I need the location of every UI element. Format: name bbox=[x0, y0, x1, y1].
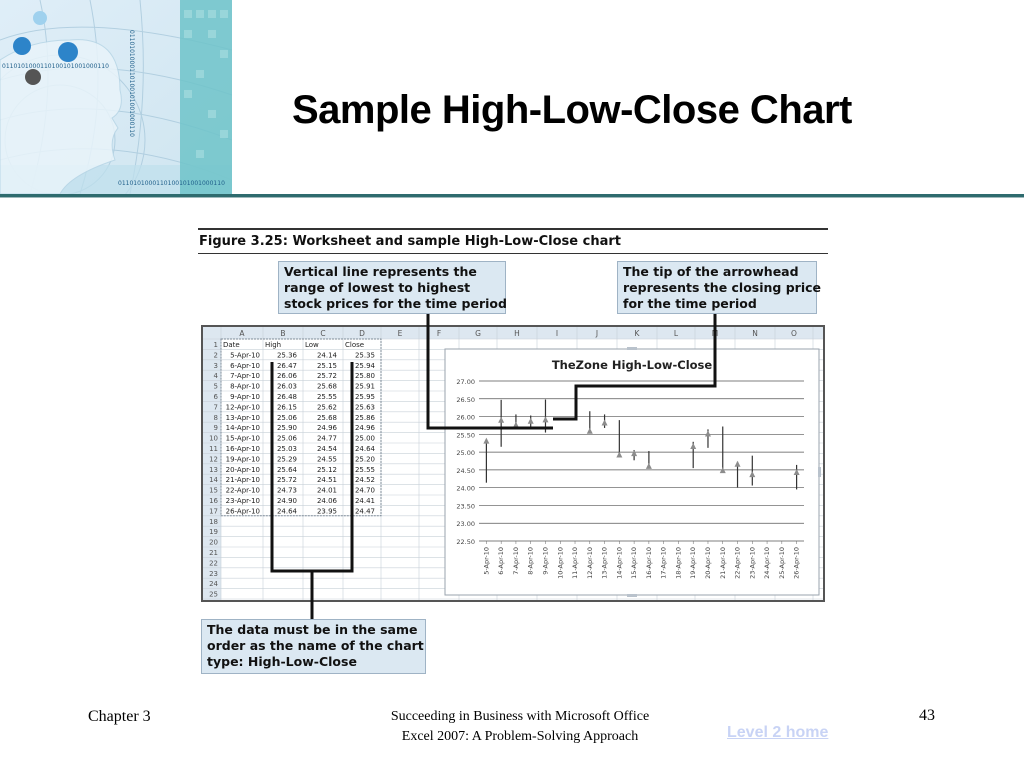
page-number: 43 bbox=[919, 707, 935, 724]
worksheet-cell-value: 25.68 bbox=[316, 413, 337, 422]
column-header-d: D bbox=[359, 329, 365, 338]
column-header-h: H bbox=[514, 329, 520, 338]
worksheet-header-cell: Close bbox=[345, 341, 365, 349]
column-header-n: N bbox=[752, 329, 758, 338]
worksheet-header-cell: High bbox=[265, 341, 282, 349]
x-tick-label: 8-Apr-10 bbox=[526, 547, 535, 575]
row-number: 22 bbox=[209, 559, 218, 568]
worksheet-cell-value: 25.36 bbox=[276, 351, 297, 360]
column-header-i: I bbox=[555, 329, 559, 338]
worksheet-cell-date: 15-Apr-10 bbox=[225, 434, 260, 443]
column-header-g: G bbox=[475, 329, 481, 338]
x-tick-label: 17-Apr-10 bbox=[659, 547, 668, 579]
y-tick-label: 22.50 bbox=[456, 538, 475, 546]
row-number: 17 bbox=[209, 507, 218, 516]
worksheet-cell-value: 25.35 bbox=[354, 351, 375, 360]
worksheet-cell-value: 25.86 bbox=[354, 413, 375, 422]
row-number: 8 bbox=[213, 413, 218, 422]
figure-caption: Figure 3.25: Worksheet and sample High-Low-Close chart bbox=[199, 234, 621, 249]
row-number: 24 bbox=[209, 580, 218, 589]
worksheet-cell-value: 24.73 bbox=[276, 486, 297, 495]
worksheet-cell-value: 24.41 bbox=[354, 497, 375, 505]
worksheet-cell-value: 25.95 bbox=[354, 393, 375, 401]
worksheet-cell-value: 25.03 bbox=[276, 445, 297, 453]
worksheet-cell-value: 26.48 bbox=[276, 393, 297, 401]
column-header-e: E bbox=[397, 329, 403, 338]
column-header-c: C bbox=[320, 329, 326, 338]
y-tick-label: 23.50 bbox=[456, 502, 475, 511]
worksheet-cell-value: 25.94 bbox=[354, 361, 375, 370]
worksheet-cell-value: 24.96 bbox=[316, 424, 337, 433]
column-header-a: A bbox=[239, 329, 245, 338]
row-number: 6 bbox=[213, 393, 218, 401]
x-tick-label: 23-Apr-10 bbox=[748, 547, 757, 579]
decor-binary-text: 0110101000110100101001000110 bbox=[2, 63, 109, 70]
figure-rule-bottom bbox=[198, 253, 828, 254]
worksheet-cell-date: 23-Apr-10 bbox=[225, 497, 260, 505]
x-tick-label: 18-Apr-10 bbox=[674, 547, 683, 579]
worksheet-cell-value: 25.55 bbox=[354, 465, 375, 474]
worksheet-cell-value: 24.55 bbox=[316, 455, 337, 464]
column-header-k: K bbox=[634, 329, 640, 338]
worksheet-cell-value: 25.68 bbox=[316, 382, 337, 391]
worksheet-cell-value: 24.47 bbox=[354, 507, 375, 516]
callout-vertical-line: Vertical line represents the range of lowest to highest stock prices for the time period bbox=[278, 261, 506, 314]
x-tick-label: 7-Apr-10 bbox=[511, 547, 520, 575]
row-number: 1 bbox=[213, 341, 218, 349]
decorative-header-image bbox=[0, 0, 232, 194]
worksheet-cell-value: 25.72 bbox=[316, 372, 337, 381]
y-tick-label: 26.00 bbox=[456, 413, 475, 422]
worksheet-cell-date: 16-Apr-10 bbox=[225, 445, 260, 453]
footer-chapter: Chapter 3 bbox=[88, 708, 151, 725]
worksheet-cell-value: 25.06 bbox=[276, 413, 297, 422]
worksheet-cell-value: 24.70 bbox=[354, 486, 375, 495]
worksheet-cell-date: 7-Apr-10 bbox=[230, 372, 260, 381]
worksheet-cell-value: 25.20 bbox=[354, 455, 375, 464]
worksheet-cell-value: 25.64 bbox=[276, 465, 297, 474]
row-number: 4 bbox=[213, 372, 218, 381]
x-tick-label: 24-Apr-10 bbox=[763, 547, 772, 579]
worksheet-cell-date: 13-Apr-10 bbox=[225, 413, 260, 422]
row-number: 11 bbox=[209, 445, 218, 453]
row-number: 5 bbox=[213, 382, 218, 391]
x-tick-label: 25-Apr-10 bbox=[777, 547, 786, 579]
worksheet-cell-value: 26.15 bbox=[276, 403, 297, 412]
column-header-b: B bbox=[280, 329, 286, 338]
worksheet-cell-value: 24.96 bbox=[354, 424, 375, 433]
column-header-j: J bbox=[595, 329, 599, 338]
x-tick-label: 11-Apr-10 bbox=[571, 547, 580, 579]
x-tick-label: 13-Apr-10 bbox=[600, 547, 609, 579]
worksheet-cell-value: 25.63 bbox=[354, 403, 375, 412]
worksheet-cell-value: 25.55 bbox=[316, 393, 337, 401]
y-tick-label: 25.00 bbox=[456, 449, 475, 458]
worksheet-cell-date: 22-Apr-10 bbox=[225, 486, 260, 495]
row-number: 18 bbox=[209, 517, 218, 526]
x-tick-label: 9-Apr-10 bbox=[541, 547, 550, 575]
worksheet-cell-value: 26.03 bbox=[276, 382, 297, 391]
row-number: 12 bbox=[209, 455, 218, 464]
worksheet-cell-date: 20-Apr-10 bbox=[225, 465, 260, 474]
worksheet-cell-value: 25.12 bbox=[316, 465, 337, 474]
worksheet-cell-value: 24.52 bbox=[354, 476, 375, 485]
row-number: 10 bbox=[209, 434, 218, 443]
level-2-home-link[interactable]: Level 2 home bbox=[727, 724, 829, 741]
chart-resize-handle-right bbox=[818, 467, 821, 477]
row-number: 7 bbox=[213, 403, 218, 412]
row-number: 21 bbox=[209, 549, 218, 557]
row-number: 2 bbox=[213, 351, 218, 360]
figure-rule-top bbox=[198, 228, 828, 230]
x-tick-label: 20-Apr-10 bbox=[703, 547, 712, 579]
row-number: 16 bbox=[209, 497, 218, 505]
worksheet-cell-value: 25.72 bbox=[276, 476, 297, 485]
worksheet-header-cell: Date bbox=[223, 341, 240, 349]
x-tick-label: 19-Apr-10 bbox=[689, 547, 698, 579]
worksheet-cell-date: 8-Apr-10 bbox=[230, 382, 260, 391]
worksheet-cell-value: 25.62 bbox=[316, 403, 337, 412]
x-tick-label: 10-Apr-10 bbox=[556, 547, 565, 579]
worksheet-header-cell: Low bbox=[305, 341, 319, 349]
column-header-o: O bbox=[791, 329, 797, 338]
x-tick-label: 21-Apr-10 bbox=[718, 547, 727, 579]
row-number: 9 bbox=[213, 424, 218, 433]
worksheet-cell-value: 25.80 bbox=[354, 372, 375, 381]
column-header-f: F bbox=[436, 329, 442, 338]
worksheet-cell-value: 24.64 bbox=[354, 445, 375, 453]
chart-title: TheZone High-Low-Close bbox=[551, 358, 713, 372]
row-number: 23 bbox=[209, 569, 218, 578]
y-tick-label: 25.50 bbox=[456, 431, 475, 440]
worksheet-canvas bbox=[203, 327, 823, 600]
worksheet-cell-date: 14-Apr-10 bbox=[225, 424, 260, 433]
y-tick-label: 27.00 bbox=[456, 378, 475, 386]
x-tick-label: 12-Apr-10 bbox=[585, 547, 594, 579]
worksheet-cell-value: 25.90 bbox=[276, 424, 297, 433]
worksheet-cell-date: 6-Apr-10 bbox=[230, 361, 260, 370]
row-number: 14 bbox=[209, 476, 218, 485]
y-tick-label: 24.00 bbox=[456, 484, 475, 493]
worksheet-cell-date: 21-Apr-10 bbox=[225, 476, 260, 485]
x-tick-label: 5-Apr-10 bbox=[482, 547, 491, 575]
y-tick-label: 24.50 bbox=[456, 466, 475, 475]
excel-worksheet bbox=[201, 325, 825, 602]
x-tick-label: 6-Apr-10 bbox=[497, 547, 506, 575]
y-tick-label: 23.00 bbox=[456, 520, 475, 529]
worksheet-cell-value: 26.47 bbox=[276, 361, 297, 370]
worksheet-cell-value: 24.90 bbox=[276, 497, 297, 505]
x-tick-label: 15-Apr-10 bbox=[630, 547, 639, 579]
worksheet-cell-value: 24.14 bbox=[316, 351, 337, 360]
x-tick-label: 16-Apr-10 bbox=[644, 547, 653, 579]
row-number: 20 bbox=[209, 538, 218, 547]
x-tick-label: 22-Apr-10 bbox=[733, 547, 742, 579]
row-number: 15 bbox=[209, 486, 218, 495]
worksheet-cell-value: 24.51 bbox=[316, 476, 337, 485]
worksheet-cell-value: 25.15 bbox=[316, 361, 337, 370]
worksheet-cell-value: 23.95 bbox=[316, 507, 337, 516]
svg-text:0110101000110100101001000110: 0110101000110100101001000110 bbox=[118, 180, 225, 187]
slide-title: Sample High-Low-Close Chart bbox=[292, 88, 852, 132]
footer-book-title: Succeeding in Business with Microsoft Office Excel 2007: A Problem-Solving Approach bbox=[390, 709, 650, 744]
worksheet-cell-date: 26-Apr-10 bbox=[225, 507, 260, 516]
x-tick-label: 26-Apr-10 bbox=[792, 547, 801, 579]
worksheet-cell-value: 25.06 bbox=[276, 434, 297, 443]
worksheet-cell-value: 24.01 bbox=[316, 486, 337, 495]
y-tick-label: 26.50 bbox=[456, 395, 475, 404]
svg-text:0110101000110100101001000110: 0110101000110100101001000110 bbox=[128, 30, 135, 137]
row-number: 19 bbox=[209, 528, 218, 537]
worksheet-cell-value: 24.77 bbox=[316, 434, 337, 443]
worksheet-cell-value: 24.54 bbox=[316, 445, 337, 453]
worksheet-cell-value: 24.64 bbox=[276, 507, 297, 516]
chart-resize-handle-bottom bbox=[627, 594, 637, 597]
chart-resize-handle-top bbox=[627, 347, 637, 350]
column-header-bar bbox=[203, 327, 823, 339]
callout-data-order: The data must be in the same order as the name of the chart type: High-Low-Close bbox=[201, 619, 426, 674]
row-number: 13 bbox=[209, 465, 218, 474]
column-header-l: L bbox=[673, 329, 679, 338]
worksheet-cell-date: 12-Apr-10 bbox=[225, 403, 260, 412]
worksheet-cell-date: 9-Apr-10 bbox=[230, 393, 260, 401]
title-divider-thin bbox=[0, 197, 1024, 198]
worksheet-cell-value: 25.00 bbox=[354, 434, 375, 443]
x-tick-label: 14-Apr-10 bbox=[615, 547, 624, 579]
decor-dot-blue bbox=[13, 37, 31, 55]
worksheet-cell-value: 26.06 bbox=[276, 372, 297, 381]
row-number: 25 bbox=[209, 590, 218, 599]
worksheet-cell-value: 25.91 bbox=[354, 382, 375, 391]
worksheet-cell-value: 24.06 bbox=[316, 497, 337, 505]
worksheet-cell-date: 19-Apr-10 bbox=[225, 455, 260, 464]
worksheet-cell-value: 25.29 bbox=[276, 455, 297, 464]
worksheet-cell-date: 5-Apr-10 bbox=[230, 351, 260, 360]
callout-arrowhead: The tip of the arrowhead represents the closing price for the time period bbox=[617, 261, 817, 314]
row-number: 3 bbox=[213, 361, 218, 370]
column-header-m: M bbox=[711, 329, 719, 338]
